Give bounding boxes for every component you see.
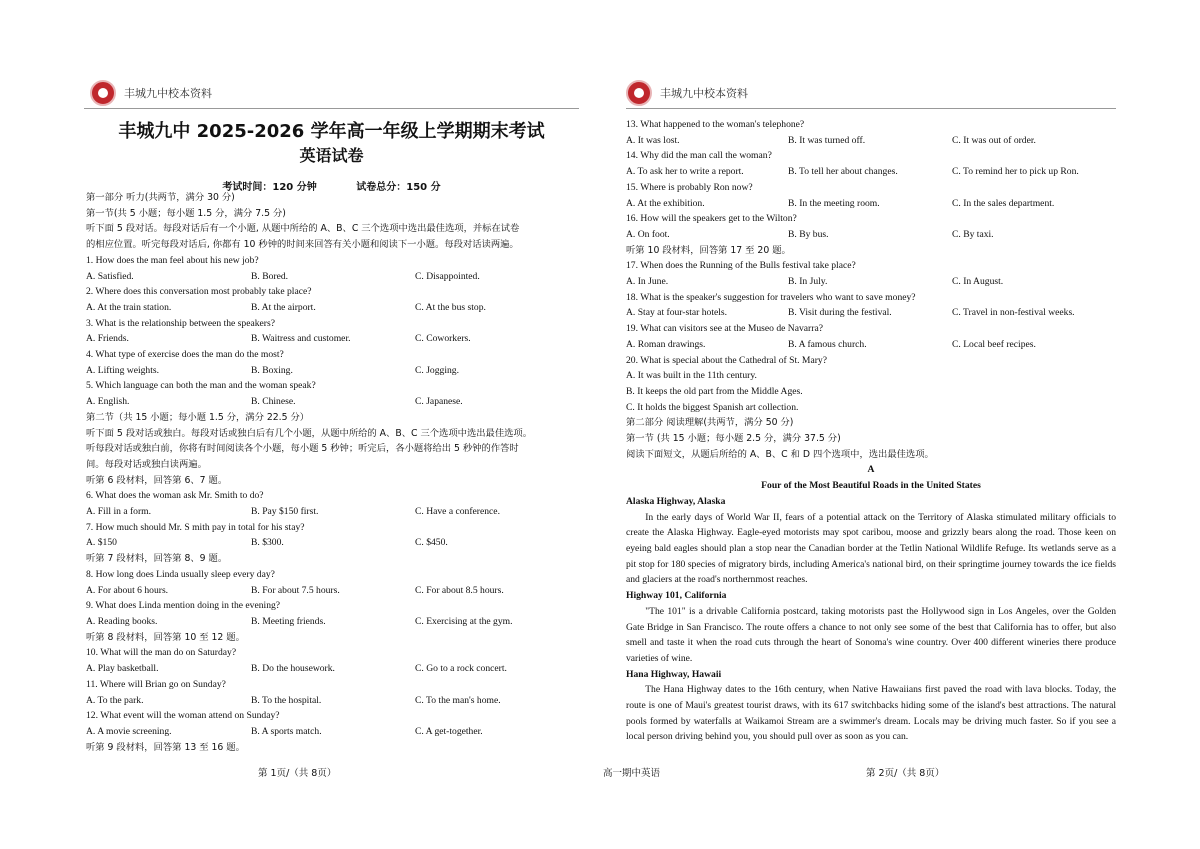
question-text: 14. Why did the man call the woman?: [626, 150, 772, 162]
answer-option: A. English.: [86, 396, 130, 408]
section-instruction: 听每段对话或独白前，你将有时间阅读各个小题，每小题 5 秒钟；听完后，各小题将给出 5 秒钟的作答时: [86, 443, 519, 455]
footer-page-left: 第 1页/（共 8页）: [258, 768, 337, 779]
footer-subject: 高一期中英语: [603, 768, 661, 779]
section-instruction: 第二节（共 15 小题；每小题 1.5 分，满分 22.5 分）: [86, 411, 310, 423]
school-logo-icon: [626, 80, 652, 106]
option-row: [626, 196, 1116, 212]
school-logo-icon: [90, 80, 116, 106]
question-text: 10. What will the man do on Saturday?: [86, 647, 237, 659]
answer-option: B. A famous church.: [788, 338, 867, 350]
section-instruction: 听第 8 段材料，回答第 10 至 12 题。: [86, 631, 245, 643]
option-row: [626, 164, 1116, 180]
answer-option: B. In the meeting room.: [788, 197, 880, 209]
question-text: C. It holds the biggest Spanish art collection.: [626, 401, 799, 413]
footer-page-right: 第 2页/（共 8页）: [866, 768, 945, 779]
answer-option: C. For about 8.5 hours.: [415, 584, 504, 596]
passage-paragraph: "The 101" is a drivable California postcard, taking motorists past the Hollywood sign in Los Angeles, over the Golden Gate Bridge in San Francisco. The route offers a chance to not only see some of the best that California has to offer, but also smell and taste it when the road cuts through the heart of Sonoma's wine country. Over 400 different wineries there produce varieties of wine.: [626, 605, 1116, 664]
section-instruction: 听第 7 段材料，回答第 8、9 题。: [86, 553, 228, 565]
answer-option: B. For about 7.5 hours.: [251, 584, 340, 596]
option-row: [626, 227, 1116, 243]
section-instruction: 听下面 5 段对话。每段对话后有一个小题, 从题中所给的 A、B、C 三个选项中选出最佳选项，并标在试卷: [86, 223, 520, 235]
option-row: [86, 300, 579, 316]
option-row: [626, 305, 1116, 321]
passage-heading: A: [867, 464, 875, 476]
passage-subheading: Highway 101, California: [626, 590, 727, 602]
question-text: 5. Which language can both the man and the woman speak?: [86, 380, 316, 392]
question-text: 16. How will the speakers get to the Wilton?: [626, 213, 797, 225]
answer-option: B. In July.: [788, 276, 828, 288]
answer-option: B. It was turned off.: [788, 134, 866, 146]
question-text: 1. How does the man feel about his new job?: [86, 254, 259, 266]
answer-option: B. $300.: [251, 537, 284, 549]
answer-option: A. Satisfied.: [86, 270, 134, 282]
option-row: [86, 394, 579, 410]
answer-option: A. To the park.: [86, 694, 144, 706]
section-instruction: 第一节(共 5 小题；每小题 1.5 分，满分 7.5 分): [86, 207, 286, 219]
question-text: 17. When does the Running of the Bulls festival take place?: [626, 260, 856, 272]
option-row: [86, 724, 579, 740]
question-text: 8. How long does Linda usually sleep every day?: [86, 568, 275, 580]
answer-option: B. Visit during the festival.: [788, 307, 892, 319]
answer-option: B. Meeting friends.: [251, 615, 326, 627]
question-text: 18. What is the speaker's suggestion for travelers who want to save money?: [626, 291, 916, 303]
answer-option: C. Coworkers.: [415, 333, 471, 345]
answer-option: B. To tell her about changes.: [788, 166, 898, 178]
answer-option: A. $150: [86, 537, 117, 549]
answer-option: B. Bored.: [251, 270, 289, 282]
option-row: [86, 614, 579, 630]
question-text: 6. What does the woman ask Mr. Smith to do?: [86, 490, 264, 502]
answer-option: A. At the train station.: [86, 301, 172, 313]
answer-option: A. Stay at four-star hotels.: [626, 307, 728, 319]
passage-subheading: Alaska Highway, Alaska: [626, 495, 726, 507]
answer-option: C. At the bus stop.: [415, 301, 486, 313]
question-text: 13. What happened to the woman's telephone?: [626, 119, 805, 130]
question-text: 9. What does Linda mention doing in the evening?: [86, 600, 281, 612]
answer-option: C. To remind her to pick up Ron.: [952, 166, 1079, 178]
answer-option: C. It was out of order.: [952, 134, 1036, 146]
option-row: [86, 693, 579, 709]
answer-option: C. Jogging.: [415, 364, 459, 376]
answer-option: C. Travel in non-festival weeks.: [952, 307, 1075, 319]
answer-option: A. For about 6 hours.: [86, 584, 169, 596]
answer-option: A. In June.: [626, 276, 669, 288]
passage-paragraph: In the early days of World War II, fears of a potential attack on the Territory of Alaska stimulated military officials to create the Alaska Highway. Eagle-eyed motorists may spot caribou, moose and grizzly bears along the road. Those keen on eyeing bald eagles should plan a stop near the Canadian border at the Tetlin National Wildlife Refuge. Its wetlands serve as a pit stop for 180 species of migratory birds, including America's national bird, on their springtime journey towards the ice fields and glaciers at the road's northernmost reaches.: [626, 511, 1116, 586]
question-text: 19. What can visitors see at the Museo de Navarra?: [626, 323, 823, 335]
section-instruction: 第一部分 听力(共两节，满分 30 分): [86, 192, 235, 203]
answer-option: A. Fill in a form.: [86, 506, 152, 518]
question-text: 12. What event will the woman attend on Sunday?: [86, 710, 280, 722]
answer-option: A. Reading books.: [86, 615, 158, 627]
answer-option: A. On foot.: [626, 228, 670, 240]
answer-option: B. Do the housework.: [251, 663, 335, 675]
exam-subject: 英语试卷: [299, 146, 364, 165]
question-text: 2. Where does this conversation most probably take place?: [86, 286, 312, 298]
option-row: [86, 661, 579, 677]
option-row: [626, 337, 1116, 353]
answer-option: B. Waitress and customer.: [251, 333, 351, 345]
answer-option: C. Have a conference.: [415, 506, 500, 518]
page-header-left: [90, 80, 212, 106]
question-text: 7. How much should Mr. S mith pay in total for his stay?: [86, 521, 305, 533]
question-text: A. It was built in the 11th century.: [626, 370, 757, 382]
answer-option: C. Go to a rock concert.: [415, 663, 507, 675]
answer-option: B. To the hospital.: [251, 694, 322, 706]
question-text: 11. Where will Brian go on Sunday?: [86, 678, 226, 690]
section-instruction: 听第 6 段材料，回答第 6、7 题。: [86, 474, 228, 486]
left-content: [86, 190, 579, 755]
question-text: 4. What type of exercise does the man do the most?: [86, 349, 284, 361]
answer-option: A. At the exhibition.: [626, 197, 705, 209]
option-row: [86, 363, 579, 379]
section-instruction: 的相应位置。听完每段对话后, 你都有 10 秒钟的时间来回答有关小题和阅读下一小题。每段对话读两遍。: [86, 239, 519, 251]
answer-option: B. Pay $150 first.: [251, 506, 319, 518]
exam-title: 丰城九中 2025-2026 学年高一年级上学期期末考试: [118, 121, 545, 142]
question-text: 20. What is special about the Cathedral of St. Mary?: [626, 354, 827, 366]
passage-heading: Four of the Most Beautiful Roads in the United States: [761, 480, 981, 492]
passage-paragraph: The Hana Highway dates to the 16th century, when Native Hawaiians first paved the road with lava blocks. Today, the route is one of Maui's greatest tourist draws, with its 617 switchbacks hiding some of the island's best attractions. The natural pools formed by waterfalls at Waikamoi Stream are a swimmer's dream. Locals may be driving much faster. So if you see a local person driving behind you, you should pull over as soon as you can.: [626, 684, 1116, 743]
option-row: [86, 504, 579, 520]
header-school-name: 丰城九中校本资料: [124, 87, 212, 100]
answer-option: C. A get-together.: [415, 725, 483, 737]
answer-option: C. In the sales department.: [952, 197, 1055, 209]
answer-option: A. It was lost.: [626, 134, 680, 146]
answer-option: C. In August.: [952, 276, 1004, 288]
answer-option: C. To the man's home.: [415, 694, 501, 706]
answer-option: A. Lifting weights.: [86, 364, 160, 376]
option-row: [86, 535, 579, 551]
section-instruction: 第二部分 阅读理解(共两节，满分 50 分): [626, 417, 794, 429]
exam-score: 试卷总分：150 分: [356, 182, 441, 193]
answer-option: B. By bus.: [788, 228, 829, 240]
answer-option: B. Boxing.: [251, 364, 293, 376]
answer-option: C. $450.: [415, 537, 448, 549]
header-divider: [84, 108, 579, 109]
answer-option: B. At the airport.: [251, 301, 316, 313]
section-instruction: 第一节 (共 15 小题；每小题 2.5 分，满分 37.5 分): [626, 433, 841, 445]
section-instruction: 听第 9 段材料，回答第 13 至 16 题。: [86, 741, 245, 753]
question-text: 3. What is the relationship between the speakers?: [86, 317, 275, 329]
header-divider: [626, 108, 1116, 109]
right-content: [626, 117, 1116, 745]
answer-option: B. Chinese.: [251, 396, 296, 408]
option-row: [626, 133, 1116, 149]
answer-option: A. Friends.: [86, 333, 129, 345]
section-instruction: 间。每段对话或独白读两遍。: [86, 458, 207, 470]
answer-option: A. To ask her to write a report.: [626, 166, 744, 178]
option-row: [86, 583, 579, 599]
answer-option: C. Local beef recipes.: [952, 338, 1036, 350]
answer-option: B. A sports match.: [251, 725, 322, 737]
answer-option: A. A movie screening.: [86, 725, 172, 737]
answer-option: C. Exercising at the gym.: [415, 615, 513, 627]
question-text: B. It keeps the old part from the Middle Ages.: [626, 385, 803, 397]
answer-option: C. By taxi.: [952, 228, 994, 240]
question-text: 15. Where is probably Ron now?: [626, 181, 753, 193]
page-header-right: [626, 80, 748, 106]
section-instruction: 阅读下面短文，从题后所给的 A、B、C 和 D 四个选项中，选出最佳选项。: [626, 448, 934, 460]
option-row: [86, 331, 579, 347]
answer-option: A. Roman drawings.: [626, 338, 706, 350]
option-row: [626, 274, 1116, 290]
exam-time: 考试时间：120 分钟: [222, 182, 317, 193]
section-instruction: 听下面 5 段对话或独白。每段对话或独白后有几个小题，从题中所给的 A、B、C 三个选项中选出最佳选项。: [86, 427, 533, 439]
section-instruction: 听第 10 段材料，回答第 17 至 20 题。: [626, 244, 791, 256]
header-school-name: 丰城九中校本资料: [660, 87, 748, 100]
answer-option: C. Disappointed.: [415, 270, 480, 282]
answer-option: C. Japanese.: [415, 396, 463, 408]
answer-option: A. Play basketball.: [86, 663, 159, 675]
option-row: [86, 269, 579, 285]
passage-subheading: Hana Highway, Hawaii: [626, 668, 722, 680]
